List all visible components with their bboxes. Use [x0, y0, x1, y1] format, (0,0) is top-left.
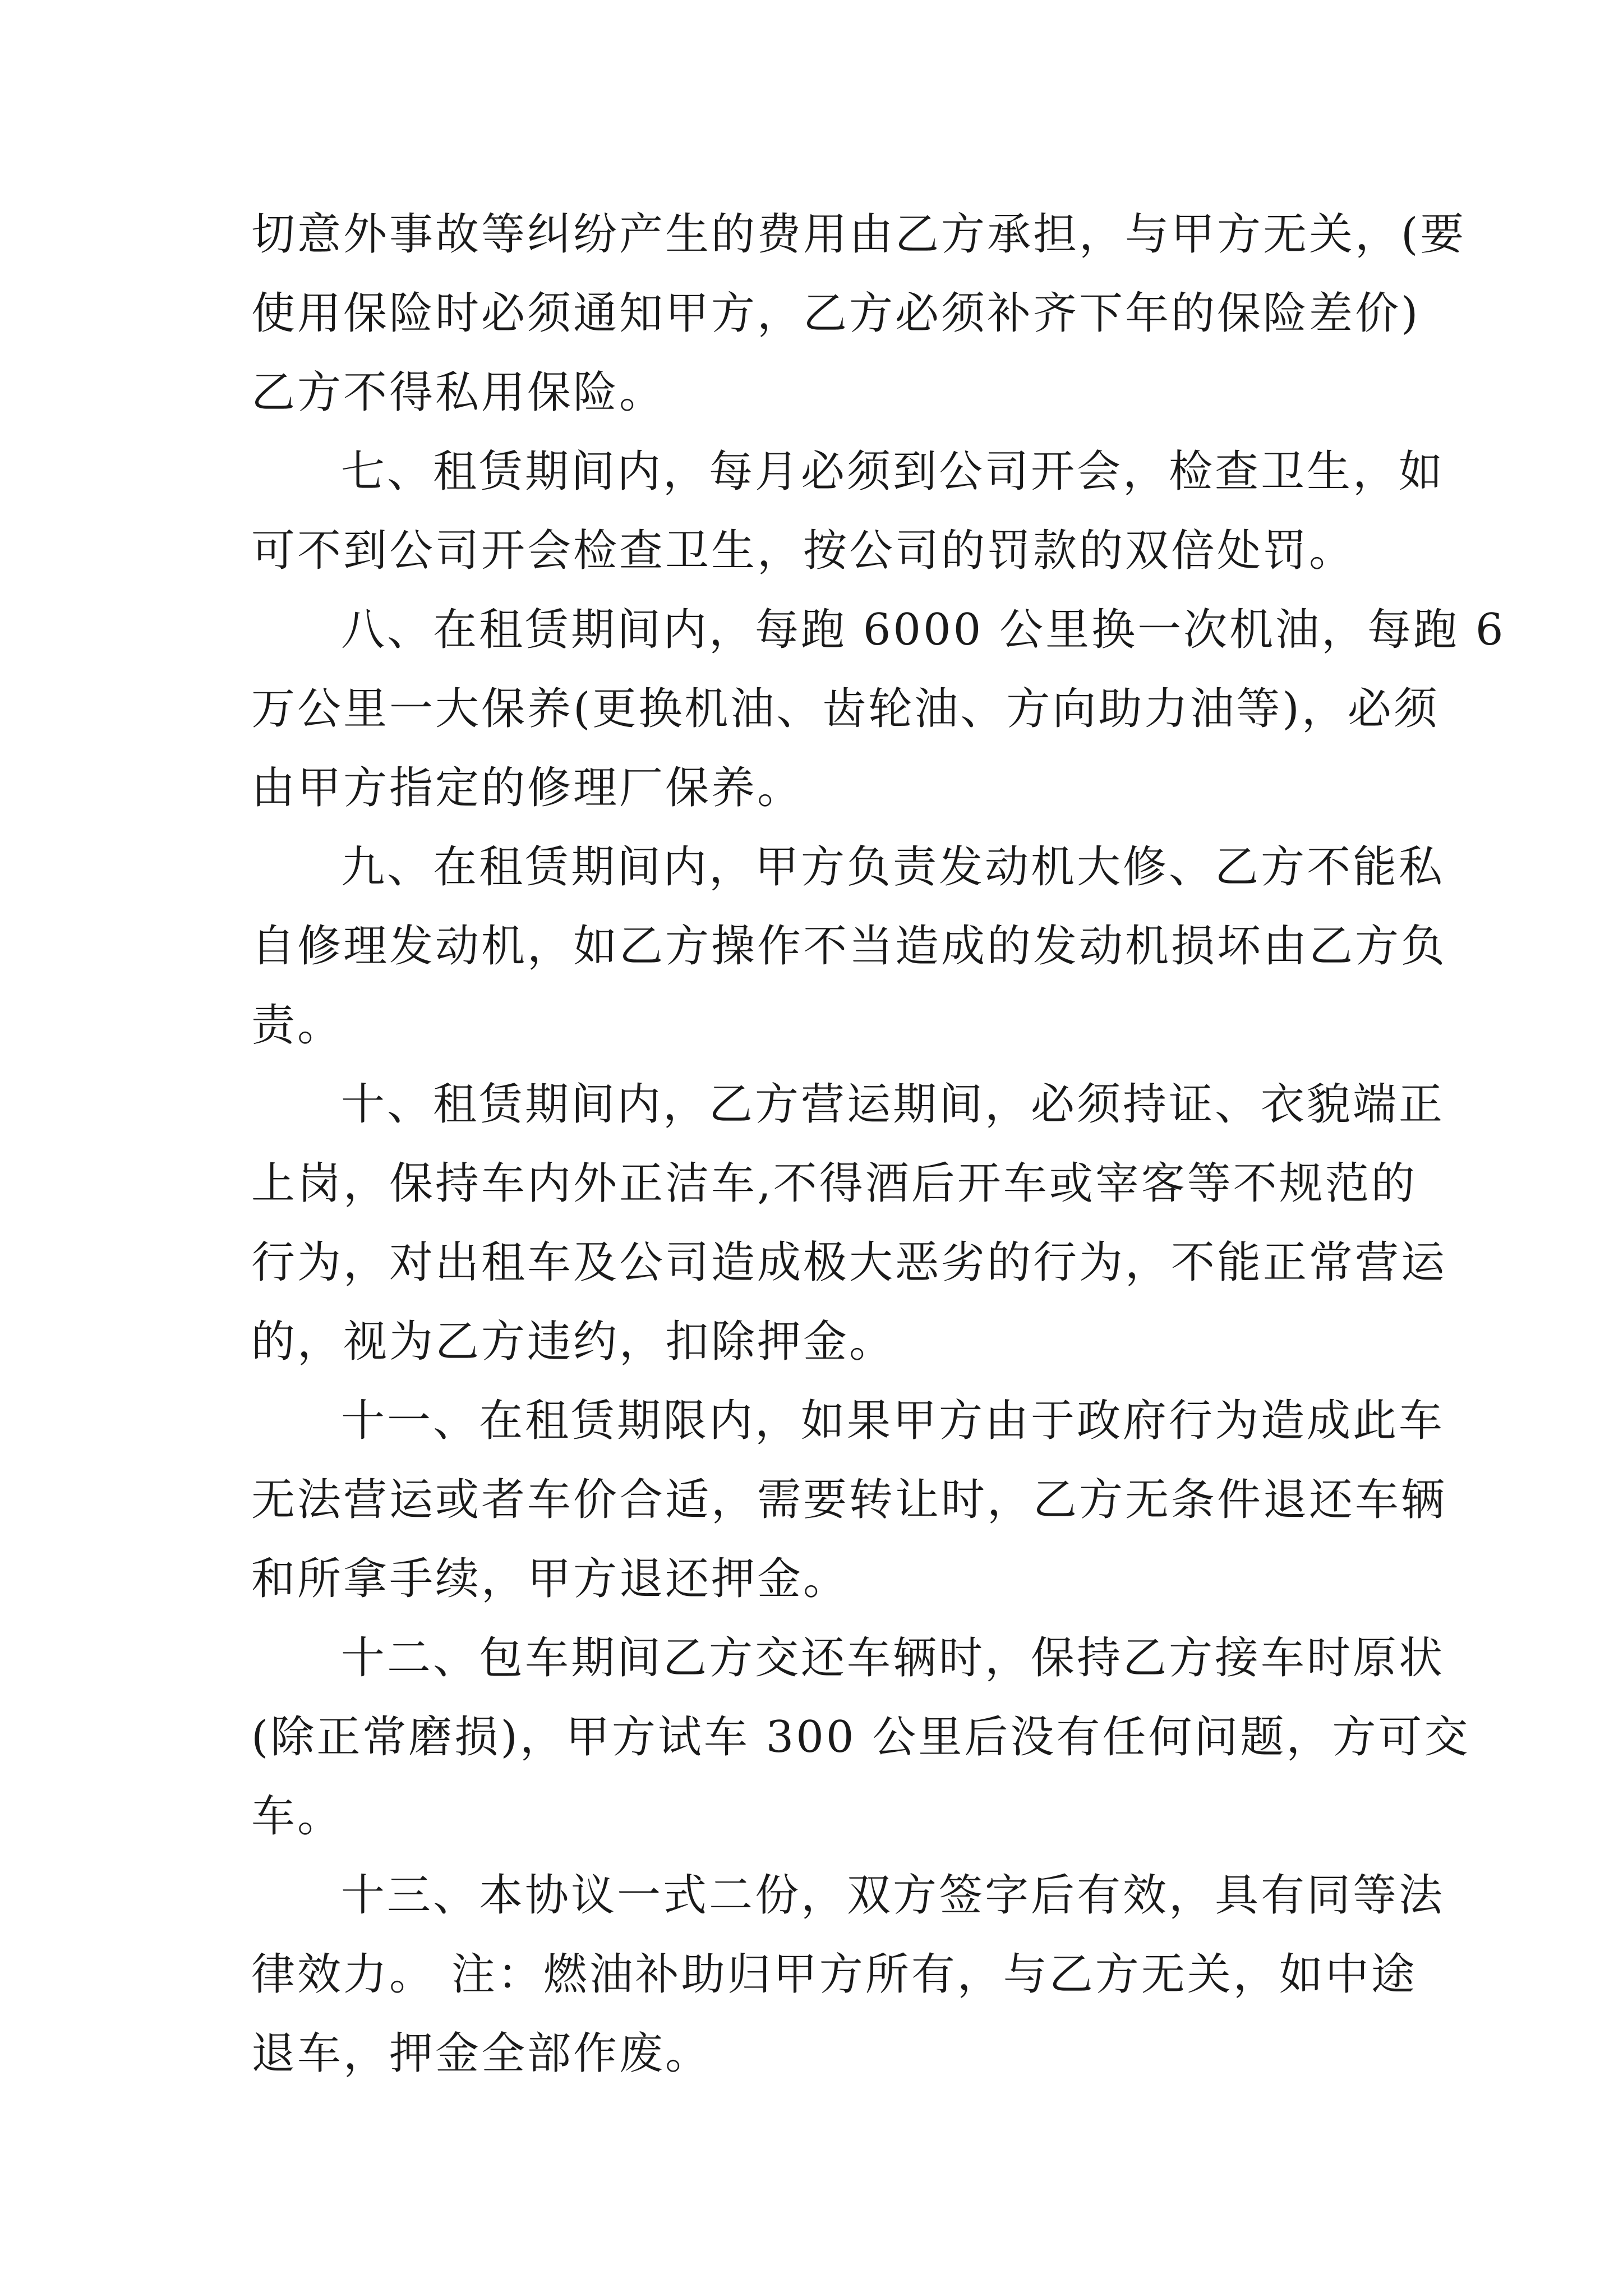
- text-line: 七、租赁期间内，每月必须到公司开会，检查卫生，如: [341, 447, 1445, 497]
- paragraph-clause-9: [251, 828, 1447, 1065]
- text-line: 车。: [251, 1791, 344, 1842]
- text-line: 退车，押金全部作废。: [251, 2028, 712, 2079]
- text-line: 十二、包车期间乙方交还车辆时，保持乙方接车时原状: [341, 1633, 1445, 1683]
- text-line: 可不到公司开会检查卫生，按公司的罚款的双倍处罚。: [251, 526, 1355, 576]
- text-line: 律效力。 注：燃油补助归甲方所有，与乙方无关，如中途: [251, 1949, 1417, 2000]
- paragraph-clause-7: [251, 432, 1445, 591]
- text-line: 使用保险时必须通知甲方，乙方必须补齐下年的保险差价): [251, 288, 1421, 339]
- paragraph-clause-13: [251, 1856, 1445, 2093]
- paragraph-clause-11: [251, 1382, 1447, 1619]
- text-line: 切意外事故等纠纷产生的费用由乙方承担，与甲方无关，(要: [251, 209, 1467, 260]
- text-line: (除正常磨损)，甲方试车 300 公里后没有任何问题，方可交: [251, 1712, 1470, 1763]
- paragraph-clause-12: [251, 1619, 1470, 1856]
- text-line: 由甲方指定的修理厂保养。: [251, 763, 804, 813]
- text-line: 乙方不得私用保险。: [251, 367, 666, 418]
- text-line: 十、租赁期间内，乙方营运期间，必须持证、衣貌端正: [341, 1079, 1445, 1130]
- text-line: 八、在租赁期间内，每跑 6000 公里换一次机油，每跑 6: [341, 605, 1506, 655]
- text-line: 的，视为乙方违约，扣除押金。: [251, 1317, 896, 1367]
- text-line: 上岗，保持车内外正洁车,不得酒后开车或宰客等不规范的: [251, 1158, 1417, 1209]
- text-line: 无法营运或者车价合适，需要转让时，乙方无条件退还车辆: [251, 1475, 1447, 1525]
- text-line: 十一、在租赁期限内，如果甲方由于政府行为造成此车: [341, 1396, 1445, 1446]
- document-body: [251, 195, 1506, 2093]
- text-line: 十三、本协议一式二份，双方签字后有效，具有同等法: [341, 1870, 1445, 1921]
- text-line: 责。: [251, 1000, 344, 1051]
- text-line: 九、在租赁期间内，甲方负责发动机大修、乙方不能私: [341, 842, 1445, 892]
- text-line: 和所拿手续，甲方退还押金。: [251, 1554, 850, 1604]
- paragraph-insurance: [251, 195, 1467, 432]
- text-line: 万公里一大保养(更换机油、齿轮油、方向助力油等)，必须: [251, 684, 1440, 734]
- text-line: 行为，对出租车及公司造成极大恶劣的行为，不能正常营运: [251, 1237, 1447, 1288]
- paragraph-clause-10: [251, 1065, 1447, 1382]
- paragraph-clause-8: [251, 591, 1506, 828]
- text-line: 自修理发动机，如乙方操作不当造成的发动机损坏由乙方负: [251, 921, 1447, 972]
